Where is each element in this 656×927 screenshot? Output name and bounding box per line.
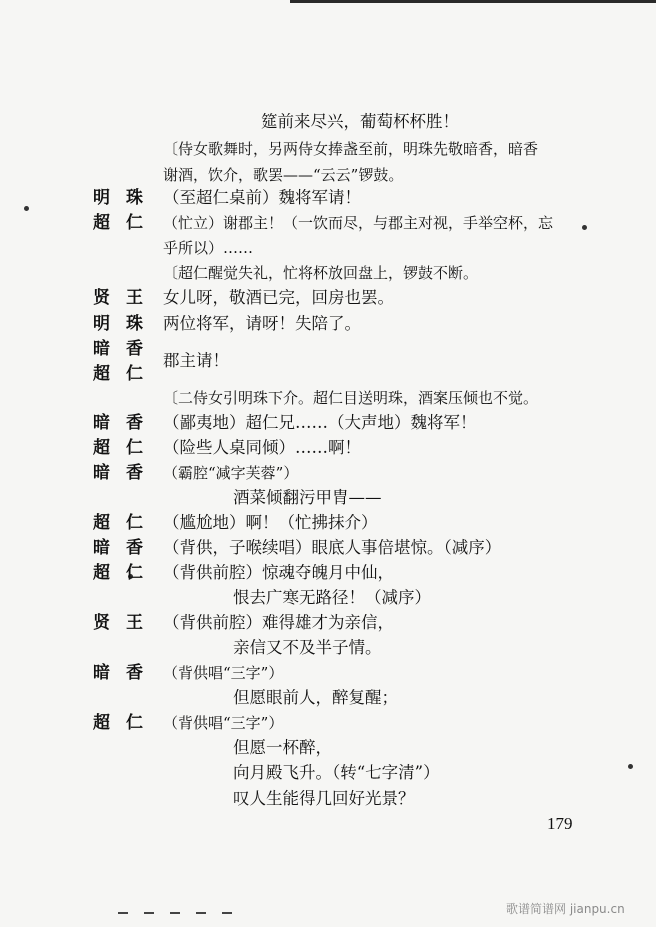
speaker-name: 超仁 — [93, 513, 159, 533]
dialogue-line: （忙立）谢郡主！（一饮而尽，与郡主对视，手举空杯，忘 — [163, 214, 554, 232]
verse-line: 但愿一杯醉， — [233, 738, 332, 757]
verse-line: 亲信又不及半子情。 — [233, 638, 382, 657]
page-number: 179 — [547, 814, 573, 833]
dialogue-line: （至超仁桌前）魏将军请！ — [163, 188, 361, 207]
verse-line: 叹人生能得几回好光景？ — [233, 789, 415, 808]
speaker-name: 超仁 — [93, 713, 159, 733]
stage-direction: 〔侍女歌舞时，另两侍女捧盏至前，明珠先敬暗香，暗香 — [163, 140, 539, 158]
site-watermark: 歌谱简谱网 jianpu.cn — [506, 902, 625, 916]
speaker-name: 贤王 — [93, 288, 159, 308]
speaker-name: 暗香 — [93, 339, 159, 359]
speaker-name: 超仁 — [93, 213, 159, 233]
speaker-name: 暗香 — [93, 663, 159, 683]
verse-line: 向月殿飞升。（转“七字清”） — [233, 763, 440, 782]
dialogue-line: （鄙夷地）超仁兄……（大声地）魏将军！ — [163, 413, 477, 432]
scan-speck — [24, 206, 29, 211]
dialogue-line: （背供唱“三字”） — [163, 714, 284, 732]
footer-scan-marks — [118, 912, 238, 914]
dialogue-line: （尴尬地）啊！（忙拂抹介） — [163, 513, 378, 532]
speaker-name: 超仁 — [93, 438, 159, 458]
dialogue-line: （背供唱“三字”） — [163, 664, 284, 682]
dialogue-line: 乎所以）…… — [163, 239, 254, 257]
speaker-name: 暗香 — [93, 413, 159, 433]
top-rule — [290, 0, 656, 3]
verse-line: 筵前来尽兴，葡萄杯杯胜！ — [261, 112, 459, 131]
dialogue-line: （险些人桌同倾）……啊！ — [163, 438, 361, 457]
dialogue-line: 女儿呀，敬酒已完，回房也罢。 — [163, 288, 394, 307]
stage-direction: 〔超仁醒觉失礼，忙将杯放回盘上，锣鼓不断。 — [163, 264, 479, 282]
dialogue-line: （背供，子喉续唱）眼底人事倍堪惊。（减序） — [163, 538, 502, 557]
stage-direction: 〔二侍女引明珠下介。超仁目送明珠，酒案压倾也不觉。 — [163, 389, 539, 407]
dialogue-line: （背供前腔）难得雄才为亲信， — [163, 613, 394, 632]
verse-line: 但愿眼前人，醉复醒； — [233, 688, 398, 707]
verse-line: 恨去广寒无路径！（减序） — [233, 588, 431, 607]
speaker-name: 明珠 — [93, 188, 159, 208]
verse-line: 酒菜倾翻污甲胄—— — [233, 488, 382, 507]
scan-speck — [628, 764, 633, 769]
speaker-name: 贤王 — [93, 613, 159, 633]
speaker-name: 超仁 — [93, 364, 159, 384]
dialogue-line: 两位将军，请呀！失陪了。 — [163, 314, 361, 333]
dialogue-line: 郡主请！ — [163, 351, 229, 370]
speaker-name: 超仁 — [93, 563, 159, 583]
dialogue-line: （背供前腔）惊魂夺魄月中仙， — [163, 563, 394, 582]
scan-speck — [582, 225, 587, 230]
dialogue-line: （霸腔“减字芙蓉”） — [163, 464, 299, 482]
speaker-name: 明珠 — [93, 314, 159, 334]
stage-direction: 谢酒，饮介，歌罢——“云云”锣鼓。 — [163, 166, 404, 184]
speaker-name: 暗香 — [93, 463, 159, 483]
speaker-name: 暗香 — [93, 538, 159, 558]
